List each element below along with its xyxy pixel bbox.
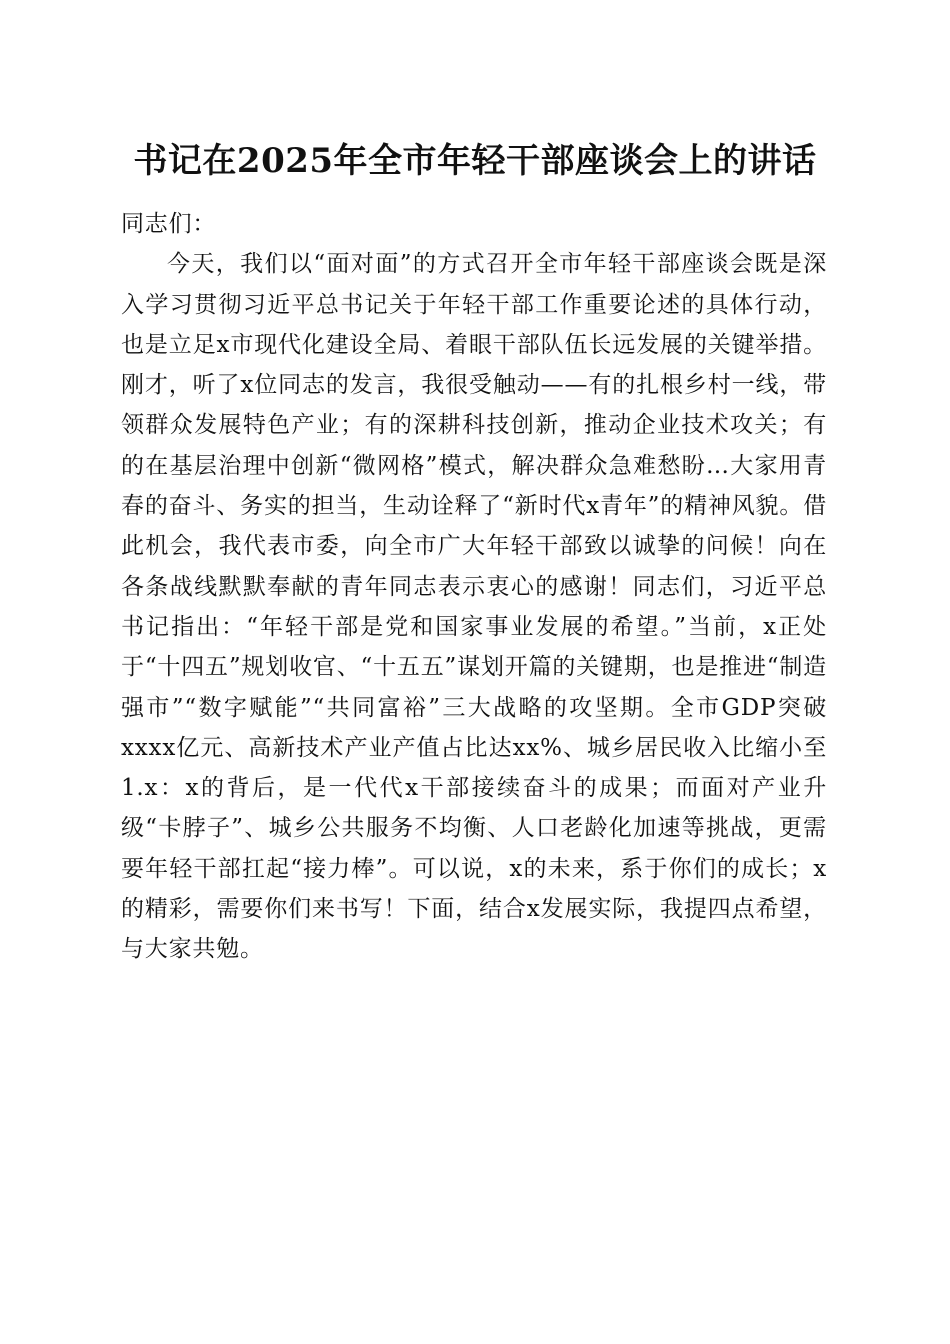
document-body xyxy=(121,204,827,970)
salutation: 同志们： xyxy=(121,211,217,237)
body-paragraph: 今天，我们以“面对面”的方式召开全市年轻干部座谈会既是深入学习贯彻习近平总书记关于年轻干部工作重要论述的具体行动，也是立足x市现代化建设全局、着眼干部队伍长远发展的关键举措。刚才，听了x位同志的发言，我很受触动——有的扎根乡村一线，带领群众发展特色产业；有的深耕科技创新，推动企业技术攻关；有的在基层治理中创新“微网格”模式，解决群众急难愁盼…大家用青春的奋斗、务实的担当，生动诠释了“新时代x青年”的精神风貌。借此机会，我代表市委，向全市广大年轻干部致以诚挚的问候！向在各条战线默默奉献的青年同志表示衷心的感谢！同志们，习近平总书记指出：“年轻干部是党和国家事业发展的希望。”当前，x正处于“十四五”规划收官、“十五五”谋划开篇的关键期，也是推进“制造强市”“数字赋能”“共同富裕”三大战略的攻坚期。全市GDP突破xxxx亿元、高新技术产业产值占比达xx%、城乡居民收入比缩小至1.x：x的背后，是一代代x干部接续奋斗的成果；而面对产业升级“卡脖子”、城乡公共服务不均衡、人口老龄化加速等挑战，更需要年轻干部扛起“接力棒”。可以说，x的未来，系于你们的成长；x的精彩，需要你们来书写！下面，结合x发展实际，我提四点希望，与大家共勉。 xyxy=(121,251,827,963)
document-title: 书记在2025年全市年轻干部座谈会上的讲话 xyxy=(133,141,817,181)
